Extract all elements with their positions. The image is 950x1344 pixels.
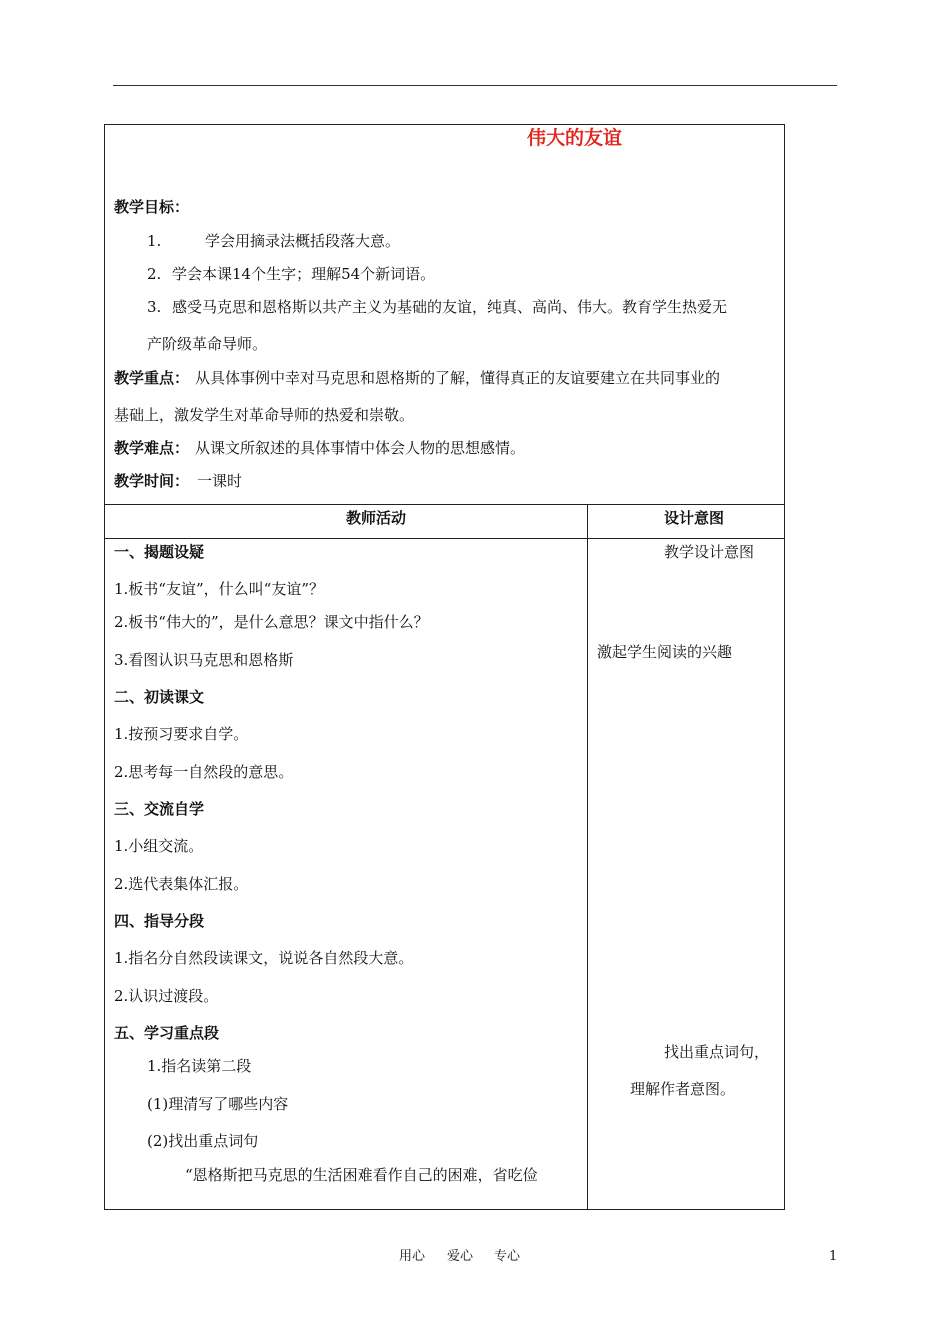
section-line: (1)理清写了哪些内容 [147,1095,289,1113]
intent-text: 找出重点词句， [664,1043,770,1061]
footer-motto: 专心 [494,1249,521,1264]
goal-2-text: 学会本课14个生字；理解54个新词语。 [172,265,436,283]
section-line: 2.认识过渡段。 [114,987,219,1005]
goals-label: 教学目标： [114,198,190,216]
table-divider-top [104,504,785,505]
footer-motto: 用心 [399,1249,426,1264]
difficulty-label: 教学难点： [114,439,190,457]
focus-text-line1: 从具体事例中幸对马克思和恩格斯的了解，懂得真正的友谊要建立在共同事业的 [195,369,721,387]
section-line: 1.指名读第二段 [147,1057,252,1075]
column-divider [587,504,588,1210]
section-line: (2)找出重点词句 [147,1132,259,1150]
section-line: 2.思考每一自然段的意思。 [114,763,294,781]
intent-text: 理解作者意图。 [630,1080,736,1098]
header-teacher-activity: 教师活动 [346,509,407,527]
time-text: 一课时 [197,472,243,490]
goal-1-num: 1. [147,232,162,250]
goal-3-num: 3. [147,298,162,316]
focus-text-line2: 基础上，激发学生对革命导师的热爱和崇敬。 [114,406,415,424]
document-title: 伟大的友谊 [527,127,623,149]
quoted-passage: “恩格斯把马克思的生活困难看作自己的困难，省吃俭 [185,1166,538,1184]
section-line: 1.按预习要求自学。 [114,725,249,743]
goal-1-text: 学会用摘录法概括段落大意。 [205,232,401,250]
difficulty-text: 从课文所叙述的具体事情中体会人物的思想感情。 [195,439,526,457]
section-heading: 一、揭题设疑 [114,543,205,561]
section-line: 1.板书“友谊”，什么叫“友谊”？ [114,580,324,598]
section-line: 2.板书“伟大的”，是什么意思？课文中指什么？ [114,613,429,631]
goal-2-num: 2. [147,265,162,283]
section-heading: 五、学习重点段 [114,1024,220,1042]
goal-3-continued: 产阶级革命导师。 [147,335,268,353]
table-header-divider [104,538,785,539]
section-line: 2.选代表集体汇报。 [114,875,249,893]
section-line: 1.指名分自然段读课文，说说各自然段大意。 [114,949,414,967]
footer-motto: 爱心 [447,1249,474,1264]
focus-label: 教学重点： [114,369,190,387]
section-line: 1.小组交流。 [114,837,204,855]
page-number: 1 [829,1249,838,1264]
section-heading: 三、交流自学 [114,800,205,818]
time-label: 教学时间： [114,472,190,490]
section-line: 3.看图认识马克思和恩格斯 [114,651,294,669]
section-heading: 四、指导分段 [114,912,205,930]
goal-3-text: 感受马克思和恩格斯以共产主义为基础的友谊，纯真、高尚、伟大。教育学生热爱无 [172,298,728,316]
section-heading: 二、初读课文 [114,688,205,706]
header-design-intent: 设计意图 [664,509,725,527]
intent-text: 教学设计意图 [664,543,755,561]
header-rule [113,85,837,86]
intent-text: 激起学生阅读的兴趣 [597,643,733,661]
